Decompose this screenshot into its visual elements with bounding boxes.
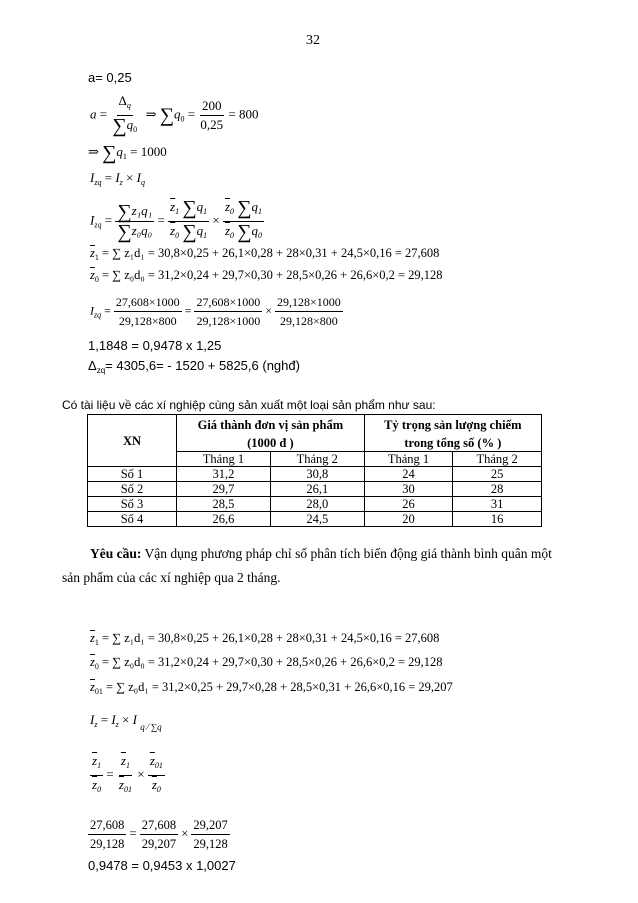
table-cell: Số 2 <box>88 482 177 497</box>
izq-sub: zq <box>94 178 102 187</box>
subheader: Tháng 2 <box>453 452 542 467</box>
fraction-1: $\frac{\text{∑z₁q₁}}{\text{∑z₀q₀}}$ <box>117 201 153 243</box>
page-number: 32 <box>306 33 320 48</box>
fraction-3: $\frac{\overline{z}_0 \sum q_1}{\overline{z}_0 \sum q_0}$ <box>224 197 263 243</box>
iz-sub: z <box>119 178 123 187</box>
subheader: Tháng 1 <box>364 452 453 467</box>
iq-symbol: I <box>136 170 141 185</box>
delta-text: = 4305,6= - 1520 + 5825,6 (nghđ) <box>105 358 300 373</box>
den2: 29,207 <box>141 837 177 851</box>
iq-sub: q <box>140 178 145 187</box>
table-cell: 28,0 <box>270 497 364 512</box>
fraction-3 <box>275 293 343 330</box>
solution-z0: $\overline{z}_0$ = ∑ z₀d₀ = 31,2×0,24 + 29,7×0,30 + 28,5×0,26 + 26,6×0,2 = 29,128 <box>90 655 443 671</box>
izq-sub: zq <box>94 220 102 230</box>
den1: z₀q₀ <box>131 223 153 238</box>
fraction-2: $\frac{\overline{z}_1 \sum q_1}{\overline{z}_0 \sum q_1}$ <box>170 197 208 243</box>
table-cell: Số 4 <box>88 512 177 527</box>
num3: 29,128×1000 <box>275 293 343 312</box>
num1: 27,608×1000 <box>114 293 182 312</box>
intro-text: Có tài liệu về các xí nghiệp cùng sản xuất một loại sản phẩm như sau: <box>62 398 436 412</box>
izq-symbol: I <box>90 303 94 318</box>
table-cell: Số 1 <box>88 467 177 482</box>
share-line1: Tỷ trọng sản lượng chiếm <box>384 418 522 432</box>
fraction-1 <box>114 293 182 330</box>
den1: 29,128×800 <box>118 314 177 328</box>
fraction-2 <box>194 293 262 330</box>
solution-z01: $\overline{z}_{01}$ = ∑ z₀d₁ = 31,2×0,25 + 29,7×0,28 + 28,5×0,31 + 26,6×0,16 = 29,207 <box>90 680 453 696</box>
sol-z01-expression: = ∑ z₀d₁ = 31,2×0,25 + 29,7×0,28 + 28,5×0,31 + 26,6×0,16 = 29,207 <box>106 680 453 694</box>
table-cell: 20 <box>364 512 453 527</box>
result-value: 1000 <box>140 144 167 159</box>
header-share <box>364 415 541 452</box>
delta-sub: q <box>126 101 131 110</box>
table-cell: 30,8 <box>270 467 364 482</box>
den2: 29,128×1000 <box>196 314 261 328</box>
solution-numeric-ratio: $\frac{27,608}{29,128}$ = $\frac{27,608}{29,207}$ × $\frac{29,207}{29,128}$ <box>90 818 228 851</box>
requirement-text-2: sản phẩm của các xí nghiệp qua 2 tháng. <box>62 570 281 585</box>
sol-z1-expression: = ∑ z₁d₁ = 30,8×0,25 + 26,1×0,28 + 28×0,31 + 24,5×0,16 = 27,608 <box>102 631 440 645</box>
table-cell: 28 <box>453 482 542 497</box>
formula-sum-q1: ⇒ $\sum q_1 = 1000$ <box>88 142 167 164</box>
unit-cost-line2: (1000 đ ) <box>247 436 294 450</box>
z0-calculation: $\overline{z}_0$ = ∑ z₀d₀ = 31,2×0,24 + 29,7×0,30 + 28,5×0,26 + 26,6×0,2 = 29,128 <box>90 268 443 284</box>
table-cell: 16 <box>453 512 542 527</box>
fraction-values <box>198 97 225 134</box>
num-value: 200 <box>200 97 224 116</box>
z0-expression: = ∑ z₀d₀ = 31,2×0,24 + 29,7×0,30 + 28,5×0,26 + 26,6×0,2 = 29,128 <box>102 268 443 282</box>
izq-symbol: I <box>90 212 95 228</box>
requirement-text: Vận dụng phương pháp chỉ số phân tích biến động giá thành bình quân một <box>141 546 552 561</box>
table-row <box>88 512 542 527</box>
rhs-var: q <box>174 106 181 122</box>
delta-line: $\Delta_{zq}= 4305,6= - 1520 + 5825,6$ (nghđ) <box>88 358 300 375</box>
solution-final: 0,9478 = 0,9453 x 1,0027 <box>88 858 236 873</box>
fraction <box>110 92 139 139</box>
header-unit-cost <box>177 415 365 452</box>
table-cell: 28,5 <box>177 497 271 512</box>
den-sub: 0 <box>133 125 138 134</box>
delta-symbol: Δ <box>118 93 127 108</box>
header-xn: XN <box>88 415 177 467</box>
num1: 27,608 <box>88 816 126 835</box>
result-value: 800 <box>238 106 259 122</box>
table-cell: 24,5 <box>270 512 364 527</box>
table-cell: 31,2 <box>177 467 271 482</box>
z1-expression: = ∑ z₁d₁ = 30,8×0,25 + 26,1×0,28 + 28×0,31 + 24,5×0,16 = 27,608 <box>102 246 440 260</box>
izq-symbol: I <box>90 170 95 185</box>
table-cell: 25 <box>453 467 542 482</box>
solution-z-ratio: $\frac{\overline{z}_1}{\overline{z}_0}$ = $\frac{\overline{z}_1}{\overline{z}_{01}}$ × $\frac{\overline{z}_{01}}{\overline{z}_0}$ <box>92 753 163 794</box>
z1-calculation: $\overline{z}_1$ = ∑ z₁d₁ = 30,8×0,25 + 26,1×0,28 + 28×0,31 + 24,5×0,16 = 27,608 <box>90 246 440 262</box>
subheader: Tháng 1 <box>177 452 271 467</box>
den3: 29,128×800 <box>280 314 338 328</box>
solution-z1: $\overline{z}_1$ = ∑ z₁d₁ = 30,8×0,25 + 26,1×0,28 + 28×0,31 + 24,5×0,16 = 27,608 <box>90 631 440 647</box>
den1: 29,128 <box>90 837 125 851</box>
implies-arrow: ⇒ <box>88 144 99 159</box>
enterprise-table <box>87 414 542 527</box>
table-cell: 29,7 <box>177 482 271 497</box>
table-cell: 24 <box>364 467 453 482</box>
a-value-line: a= 0,25 <box>88 70 132 85</box>
table-cell: 26,1 <box>270 482 364 497</box>
sub: 1 <box>122 152 127 161</box>
num2: 27,608 <box>140 816 178 835</box>
var: q <box>116 144 123 159</box>
table-row <box>88 497 542 512</box>
num2: 27,608×1000 <box>194 293 262 312</box>
table-cell: 26,6 <box>177 512 271 527</box>
requirement-paragraph <box>62 542 592 590</box>
subheader: Tháng 2 <box>270 452 364 467</box>
formula-izq: $I_{zq} = I_z \times I_q$ <box>90 170 145 187</box>
unit-cost-line1: Giá thành đơn vị sản phẩm <box>197 418 344 432</box>
table-cell: Số 3 <box>88 497 177 512</box>
rhs-sub: 0 <box>180 114 185 124</box>
sol-z0-expression: = ∑ z₀d₀ = 31,2×0,24 + 29,7×0,30 + 28,5×0,26 + 26,6×0,2 = 29,128 <box>102 655 443 669</box>
requirement-label: Yêu cầu: <box>90 546 142 561</box>
ratio-line: 1,1848 = 0,9478 x 1,25 <box>88 338 222 353</box>
table-row <box>88 467 542 482</box>
formula-izq-expanded: $I_{zq}$ = $\frac{\text{∑z₁q₁}}{\text{∑z₀q₀}}$ = $\frac{\overline{z}_1 \sum q_1}{\overline{z}_0 \sum q_1}$ × $\frac{\overline{z}_0 \sum q_1}{\overline{z}_0 \sum q_0}$ <box>90 197 263 243</box>
sum-symbol: ∑ <box>112 115 127 137</box>
den-var: q <box>126 117 134 132</box>
table-cell: 30 <box>364 482 453 497</box>
table-cell: 26 <box>364 497 453 512</box>
formula-izq-numeric: $I_{zq}$ = $\frac{27,608\times 1000}{29,128\times 800}$ = $\frac{27,608\times 1000}{29,128\times 1000}$ × $\frac{29,128\times 1000}{29,128\times 800}$ <box>90 295 341 328</box>
den3: 29,128 <box>193 837 228 851</box>
table-row <box>88 482 542 497</box>
izq-sub: zq <box>94 310 102 320</box>
formula-a-sum-q0: a = $\frac{\Delta_q}{\sum q_0}$ ⇒ $\sum q_0$ = $\frac{200}{0,25}$ = 800 <box>90 93 259 137</box>
formula-lhs: a <box>90 106 97 122</box>
table-cell: 31 <box>453 497 542 512</box>
share-line2: trong tổng số (% ) <box>404 436 502 450</box>
iz-symbol: I <box>115 170 120 185</box>
num3: 29,207 <box>191 816 229 835</box>
den-value: 0,25 <box>200 117 224 132</box>
solution-index-relation: $I_z = I_z \times I$ $_{q ⁄ \sum q}$ <box>90 712 162 732</box>
num1: z₁q₁ <box>131 203 153 218</box>
implies-arrow: ⇒ <box>145 106 157 122</box>
